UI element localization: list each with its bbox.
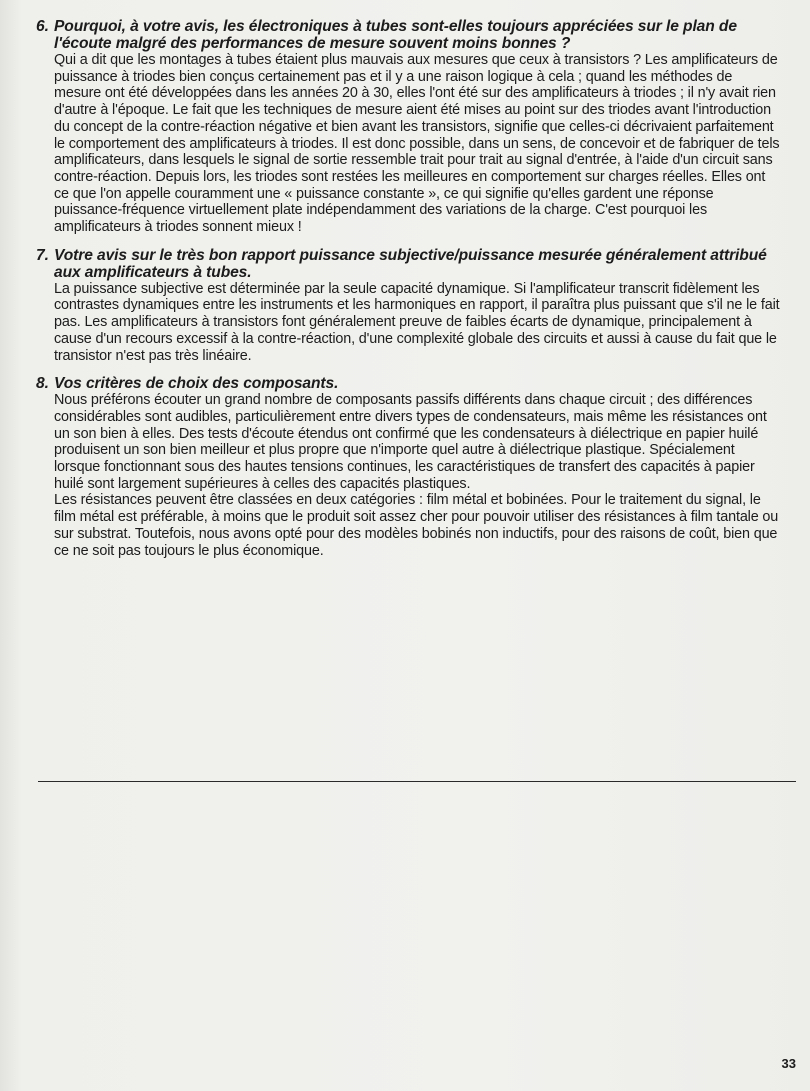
question-number: 8.: [36, 375, 49, 393]
answer-paragraph: Les résistances peuvent être classées en deux catégories : film métal et bobinées. Pour le traitement du signal, le film métal est préférable, à moins que le produit soit assez cher pour pouvoir utiliser des résistances à film tantale ou sur substrat. Toutefois, nous avons opté pour des modèles bobinés non inductifs, pour des raisons de coût, bien que ce ne soit pas toujours le plus économique.: [54, 492, 779, 559]
answer-body: [54, 392, 780, 559]
answer-paragraph: La puissance subjective est déterminée par la seule capacité dynamique. Si l'amplificateur transcrit fidèlement les contrastes dynamiques entre les instruments et les harmoniques en rapport, il paraîtra plus puissant que s'il ne le fait pas. Les amplificateurs à transistors font généralement preuve de faibles écarts de dynamique, principalement à cause d'un recours excessif à la contre-réaction, d'une complexité globale des circuits et aussi à cause du fait que le transistor n'est pas très linéaire.: [54, 280, 780, 364]
question-title: [36, 18, 780, 52]
page-number: 33: [781, 1056, 796, 1071]
question-8: [36, 375, 780, 559]
answer-body: [54, 281, 780, 365]
question-text: Pourquoi, à votre avis, les électroniques à tubes sont-elles toujours appréciées sur le plan de l'écoute malgré des performances de mesure souvent moins bonnes ?: [54, 18, 737, 52]
question-title: [36, 375, 780, 392]
question-title: [36, 247, 780, 281]
answer-paragraph: Qui a dit que les montages à tubes étaient plus mauvais aux mesures que ceux à transistors ? Les amplificateurs de puissance à triodes bien conçus certainement pas et il y a une raison logique à cela ; quand les méthodes de mesure ont été développées dans les années 20 à 30, elles l'ont été sur des amplificateurs à triodes ; il n'y avait rien d'autre à l'époque. Le fait que les techniques de mesure aient été mises au point sur des triodes avant l'introduction du concept de la contre-réaction négative et bien avant les transistors, signifie que celles-ci décrivaient parfaitement le comportement des amplificateurs à triodes. Il est donc possible, dans un sens, de concevoir et de fabriquer de tels amplificateurs, dans lesquels le signal de sortie ressemble trait pour trait au signal d'entrée, à l'aide d'un circuit sans contre-réaction. Depuis lors, les triodes sont restées les meilleures en comportement sur charges réelles. Elles ont ce que l'on appelle couramment une « puissance constante », ce qui signifie qu'elles gardent une réponse puissance-fréquence virtuellement plate indépendamment des variations de la charge. C'est pourquoi les amplificateurs à triodes sonnent mieux !: [54, 52, 780, 236]
question-text: Vos critères de choix des composants.: [54, 375, 339, 393]
section-divider: [38, 781, 796, 782]
answer-paragraph: Nous préférons écouter un grand nombre de composants passifs différents dans chaque circuit ; des différences considérables sont audibles, particulièrement entre divers types de condensateurs, mais même les résistances ont un son bien à elles. Des tests d'écoute étendus ont confirmé que les condensateurs à diélectrique en papier huilé produisent un son bien meilleur et plus propre que n'importe quel autre à diélectrique plastique. Spécialement lorsque fonctionnant sous des hautes tensions continues, les caractéristiques de transfert des capacités à papier huilé sont largement supérieures à celles des capacités plastiques.: [54, 392, 767, 492]
question-number: 7.: [36, 246, 49, 264]
question-text: Votre avis sur le très bon rapport puissance subjective/puissance mesurée généralement attribué aux amplificateurs à tubes.: [54, 246, 767, 281]
answer-body: [54, 52, 780, 236]
interview-content: [36, 18, 780, 570]
question-number: 6.: [36, 18, 49, 35]
question-6: [36, 18, 780, 236]
question-7: [36, 247, 780, 365]
